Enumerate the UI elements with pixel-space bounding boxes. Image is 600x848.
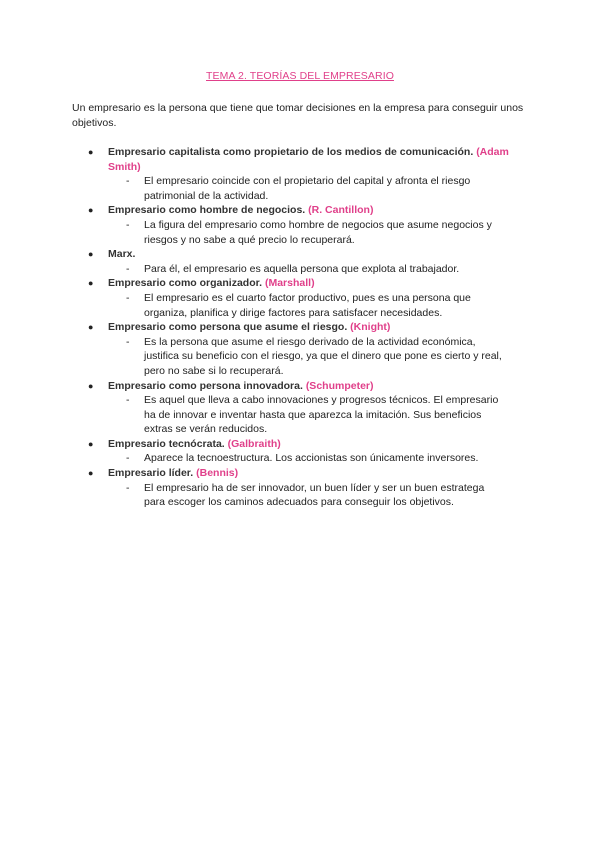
bullet-icon: ● [88,438,94,449]
bullet-icon: ● [88,205,94,216]
list-item [72,247,532,276]
description-line: El empresario ha de ser innovador, un buen líder y ser un buen estratega [144,481,485,494]
bullet-icon: ● [88,380,94,391]
bullet-icon: ● [88,147,94,157]
item-title: Empresario como hombre de negocios. [108,204,306,217]
dash-marker: - [126,291,130,304]
description-line: Aparece la tecnoestructura. Los accionistas son únicamente inversores. [144,452,479,465]
item-heading [108,203,532,218]
item-heading [108,320,532,335]
item-description [108,393,532,437]
dash-marker: - [126,175,130,188]
item-author: (Galbraith) [227,437,281,450]
page-title: TEMA 2. TEORÍAS DEL EMPRESARIO [206,70,394,82]
list-item [72,437,532,466]
description-line: ha de innovar e inventar hasta que aparezca la imitación. Sus beneficios [144,408,482,421]
bullet-icon: ● [88,249,94,260]
item-description [108,335,532,379]
item-author: (Bennis) [196,467,239,480]
dash-marker: - [126,218,130,231]
item-description [108,481,532,510]
bullet-icon: ● [88,278,94,289]
description-line: El empresario es el cuarto factor productivo, pues es una persona que [144,291,471,304]
dash-marker: - [126,394,130,407]
list-item [72,466,532,510]
dash-marker: - [126,452,130,465]
item-description [108,262,532,277]
description-line: para escoger los caminos adecuados para conseguir los objetivos. [144,496,454,509]
description-line: Es aquel que lleva a cabo innovaciones y progresos técnicos. El empresario [144,394,499,407]
description-line: extras se verán reducidos. [144,423,268,436]
list-item [72,320,532,378]
item-title: Empresario como organizador. [108,277,263,290]
item-author: (Marshall) [264,277,315,290]
item-title: Marx. [108,248,136,261]
description-line: El empresario coincide con el propietario del capital y afronta el riesgo [144,175,471,188]
dash-marker: - [126,335,130,348]
item-author: (Schumpeter) [305,379,374,392]
intro-paragraph: Un empresario es la persona que tiene que tomar decisiones en la empresa para conseguir unos objetivos. [72,102,524,129]
item-description [108,451,532,466]
list-item [72,379,532,437]
description-line: organiza, planifica y dirige factores para satisfacer necesidades. [144,306,443,319]
item-heading [108,379,532,394]
item-author: (Adam Smith) [108,146,509,173]
item-title: Empresario como persona innovadora. [108,379,303,392]
list-item [72,276,532,320]
dash-marker: - [126,262,130,275]
item-title: Empresario líder. [108,467,194,480]
description-line: Para él, el empresario es aquella persona que explota al trabajador. [144,262,460,275]
item-description [108,218,532,247]
bullet-icon: ● [88,468,94,479]
description-line: patrimonial de la actividad. [144,189,269,202]
description-line: justifica su beneficio con el riesgo, ya que el dinero que pone es cierto y real, [144,350,502,363]
item-title: Empresario tecnócrata. [108,437,225,450]
description-line: La figura del empresario como hombre de negocios que asume negocios y [144,218,492,231]
description-line: riesgos y no sabe a qué precio lo recuperará. [144,233,355,246]
item-title: Empresario como persona que asume el riesgo. [108,321,348,334]
list-item [72,203,532,247]
item-title: Empresario capitalista como propietario de los medios de comunicación. [108,146,474,158]
description-line: Es la persona que asume el riesgo derivado de la actividad económica, [144,335,476,348]
item-heading [108,247,532,262]
item-heading [108,276,532,291]
dash-marker: - [126,481,130,494]
item-description [108,291,532,320]
item-description [108,174,532,203]
description-line: pero no sabe si lo recuperará. [144,364,284,377]
theory-list [72,145,532,510]
item-heading [108,437,532,452]
item-author: (R. Cantillon) [308,204,374,217]
item-heading [108,466,532,481]
item-heading [108,145,532,174]
bullet-icon: ● [88,322,94,333]
list-item [72,145,532,203]
item-author: (Knight) [350,321,391,334]
